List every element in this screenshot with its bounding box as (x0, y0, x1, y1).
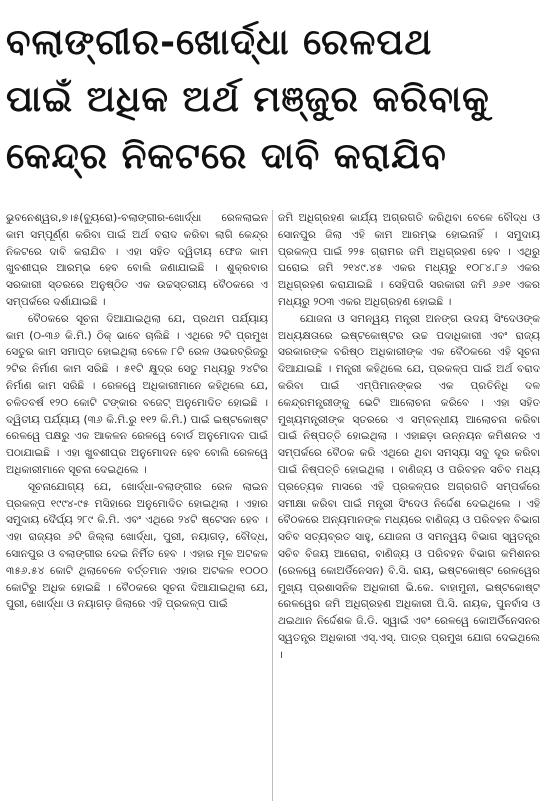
paragraph: ଭୁବନେଶ୍ୱର,୭।୫(ବ୍ୟୁରୋ)-ବଲାଙ୍ଗୀର-ଖୋର୍ଦ୍ଧା ରେଳଲାଇନ କାମ ସମ୍ପୂର୍ଣ୍ଣ କରିବା ପାଇଁ ଅର୍ଥ ବରାଦ କରିବା ଲାଗି କେନ୍ଦ୍ର ନିକଟରେ ଦାବି କରାଯିବ । ଏହା ସହିତ ଦ୍ୱିତୀୟ ଫେଜ କାମ ଖୁବଶୀଘ୍ର ଆରମ୍ଭ ହେବ ବୋଲି ଜଣାଯାଇଛି । ଶୁକ୍ରବାର ସରକାରୀ ସ୍ତରରେ ଅନୁଷ୍ଠିତ ଏକ ଉଚ୍ଚସ୍ତରୀୟ ବୈଠକରେ ଏ ସମ୍ପର୍କରେ ଦର୍ଶାଯାଇଛି । (6, 212, 268, 308)
headline-line-2: ପାଇଁ ଅଧିକ ଅର୍ଥ ମଞ୍ଜୁର କରିବାକୁ (6, 79, 490, 120)
paragraph: ସୂଚନାଯୋଗ୍ୟ ଯେ, ଖୋର୍ଦ୍ଧା-ବଲାଙ୍ଗୀର ରେଳ ଲାଇନ ପ୍ରକଳ୍ପ ୧୯୯୪-୯୫ ମସିହାରେ ଅନୁମୋଦିତ ହୋଇଥିଲା । ଏହାର ସମୁଦାୟ ଦୈର୍ଘ୍ୟ ୨୮୯ କି.ମି. ଏବଂ ଏଥିରେ ୨୪ଟି ଷ୍ଟେସନ ହେବ । ଏହା ରାଜ୍ୟର ୬ଟି ଜିଲ୍ଲା ଖୋର୍ଦ୍ଧା, ପୁରୀ, ନୟାଗଡ଼, ବୌଦ୍ଧ, ସୋନପୁର ଓ ବଲାଙ୍ଗୀର ଦେଇ ନିର୍ମିତ ହେବ । ଏହାର ମୂଳ ଅଟକଳ ୩୫୬.୫୪ କୋଟି ଥିଲାବେଳେ ବର୍ତ୍ତମାନ ଏହାର ଅଟକଳ ୧୦୦୦ କୋଟିରୁ ଅଧିକ ହୋଇଛି । ବୈଠକରେ ସୂଚନା ଦିଆଯାଇଥିଲା ଯେ, ପୁରୀ, ଖୋର୍ଦ୍ଧା ଓ ନୟାଗଡ଼ ଜିଲାରେ ଏହି ପ୍ରକଳ୍ପ ପାଇଁ (6, 480, 268, 611)
article-column-right (278, 210, 540, 801)
article-headline (6, 0, 540, 185)
paragraph: ବୈଠକରେ ସୂଚନା ଦିଆଯାଇଥିଲା ଯେ, ପ୍ରଥମ ପର୍ଯ୍ୟାୟ କାମ (୦-୩୬ କି.ମି.) ଠିକ୍ ଭାବେ ଚାଲିଛି । ଏଥିରେ ୨ଟି ପ୍ରମୁଖ ସେତୁର କାମ ସମାପ୍ତ ହୋଇଥିଲା ବେଳେ ୮ଟି ରେଳ ଓଭରବ୍ରିଜରୁ ୨ଟିର ନିର୍ମାଣ କାମ ସରିଛି । ୫୧ଟି କ୍ଷୁଦ୍ର ସେତୁ ମଧ୍ୟରୁ ୨୪ଟିର ନିର୍ମାଣ କାମ ସରିଛି । ରେଳୱେ ଅଧିକାରୀମାନେ କହିଥିଲେ ଯେ, ଚଳିତବର୍ଷ ୧୨୦ କୋଟି ଟଙ୍କାର ବଜେଟ୍ ଅନୁମୋଦିତ ହୋଇଛି । ଦ୍ୱିତୀୟ ପର୍ଯ୍ୟାୟ (୩୬ କି.ମି.ରୁ ୧୧୨ କି.ମି.) ପାଇଁ ଇଷ୍ଟକୋଷ୍ଟ ରେଳୱେ ପକ୍ଷରୁ ଏକ ଆକଳନ ରେଳୱେ ବୋର୍ଡ ଅନୁମୋଦନ ପାଇଁ ପଠାଯାଇଛି । ଏହା ଖୁବଶୀଘ୍ର ଅନୁମୋଦନ ହେବ ବୋଲି ରେଳୱେ ଅଧିକାରୀମାନେ ସୂଚନା ଦେଇଥିଲେ । (6, 312, 268, 476)
headline-line-3: କେନ୍ଦ୍ର ନିକଟରେ ଦାବି କରାଯିବ (6, 136, 447, 177)
headline-line-1: ବଲାଙ୍ଗୀର-ଖୋର୍ଦ୍ଧା ରେଳପଥ (6, 22, 433, 63)
paragraph: ଯୋଜନା ଓ ସମନ୍ୱୟ ମନ୍ତ୍ରୀ ଅନଙ୍ଗ ଉଦୟ ସିଂଦେଓଙ୍କ ଅଧ୍ୟକ୍ଷତାରେ ଇଷ୍ଟକୋଷ୍ଟର ଉଚ୍ଚ ପଦାଧିକାରୀ ଏବଂ ରାଜ୍ୟ ସରକାରଙ୍କ ବରିଷ୍ଠ ଅଧିକାରୀଙ୍କ ଏକ ବୈଠକରେ ଏହି ସୂଚନା ଦିଆଯାଇଛି । ମନ୍ତ୍ରୀ କହିଥିଲେ ଯେ, ପ୍ରକଳ୍ପ ପାଇଁ ଅର୍ଥ ବରାଦ କରିବା ପାଇଁ ଏମ୍ପିମାନଙ୍କର ଏକ ପ୍ରତିନିଧି ଦଳ କେନ୍ଦ୍ରମନ୍ତ୍ରୀଙ୍କୁ ଭେଟି ଆଲୋଚନା କରିବେ । ଏହା ସହିତ ମୁଖ୍ୟମନ୍ତ୍ରୀଙ୍କ ସ୍ତରରେ ଏ ସମ୍ବନ୍ଧୀୟ ଆଲୋଚନା କରିବା ପାଇଁ ନିଷ୍ପତ୍ତି ହୋଇଥିଲା । ଏହାଛଡ଼ା ଉନ୍ନୟନ କମିଶନର ଏ ସମ୍ପର୍କରେ ବୈଠକ କରି ଏଥିରେ ଥିବା ସମସ୍ୟା ସବୁ ଦୂର କରିବା ପାଇଁ ନିଷ୍ପତ୍ତି ହୋଇଥିଲା । ବାଣିଜ୍ୟ ଓ ପରିବହନ ସଚିବ ମଧ୍ୟ ପ୍ରତ୍ୟେକ ମାସରେ ଏହି ପ୍ରକଳ୍ପର ଅଗ୍ରଗତି ସମ୍ପର୍କରେ ସମୀକ୍ଷା କରିବା ପାଇଁ ମନ୍ତ୍ରୀ ସିଂଦେଓ ନିର୍ଦ୍ଦେଶ ଦେଇଥିଲେ । ଏହି ବୈଠକରେ ଅନ୍ୟମାନଙ୍କ ମଧ୍ୟରେ ବାଣିଜ୍ୟ ଓ ପରିବହନ ବିଭାଗ ସଚିବ ସତ୍ୟବ୍ରତ ସାହୁ, ଯୋଜନା ଓ ସମନ୍ୱୟ ବିଭାଗ ସ୍ୱତନ୍ତ୍ର ସଚିବ ବିଜୟ ଆରୋରା, ବାଣିଜ୍ୟ ଓ ପରିବହନ ବିଭାଗ କମିଶନର (ରେଳୱେ କୋଅର୍ଡିନେସନ) ବି.ସି. ରାୟ, ଇଷ୍ଟକୋଷ୍ଟ ରେଳୱେର ମୁଖ୍ୟ ପ୍ରଶାସନିକ ଅଧିକାରୀ ଭି.କେ. ବାହାମୁନୀ, ଇଷ୍ଟକୋଷ୍ଟ ରେଳୱେର ଜମି ଅଧିଗ୍ରହଣ ଅଧିକାରୀ ପି.ସି. ନାୟକ, ପୁନର୍ବାସ ଓ ଥଇଥାନ ନିର୍ଦ୍ଦେଶକ ଜି.ଡି. ସ୍ୱାଇଁ ଏବଂ ରେଳୱେ କୋଅର୍ଡିନେସନର ସ୍ୱତନ୍ତ୍ର ଅଧିକାରୀ ଏସ୍.ଏସ୍. ପାତ୍ର ପ୍ରମୁଖ ଯୋଗ ଦେଇଥିଲେ । (278, 312, 540, 661)
article-column-left (6, 210, 268, 801)
paragraph: ଜମି ଅଧିଗ୍ରହଣ କାର୍ଯ୍ୟ ଅଗ୍ରଗତି କରିଥିବା ବେଳେ ବୌଦ୍ଧ ଓ ସୋନପୁର ଜିଲା ଏହି କାମ ଆରମ୍ଭ ହୋଇନାହିଁ । ସମୁଦାୟ ପ୍ରକଳ୍ପ ପାଇଁ ୨୨୫ ଗ୍ରାମର ଜମି ଅଧିଗ୍ରହଣ ହେବ । ଏଥିରୁ ଘରୋଇ ଜମି ୨୧୪୯.୪୫ ଏକର ମଧ୍ୟରୁ ୧୦୮୪.୮୬ ଏକର ଅଧିଗ୍ରହଣ କରାଯାଇଛି । ସେହିପରି ସରକାରୀ ଜମି ୬୬୧ ଏକର ମଧ୍ୟରୁ ୨୦୩ ଏକର ଅଧିଗ୍ରହଣ ହୋଇଛି । (278, 212, 540, 308)
article-body (6, 210, 540, 801)
column-divider (272, 210, 273, 801)
